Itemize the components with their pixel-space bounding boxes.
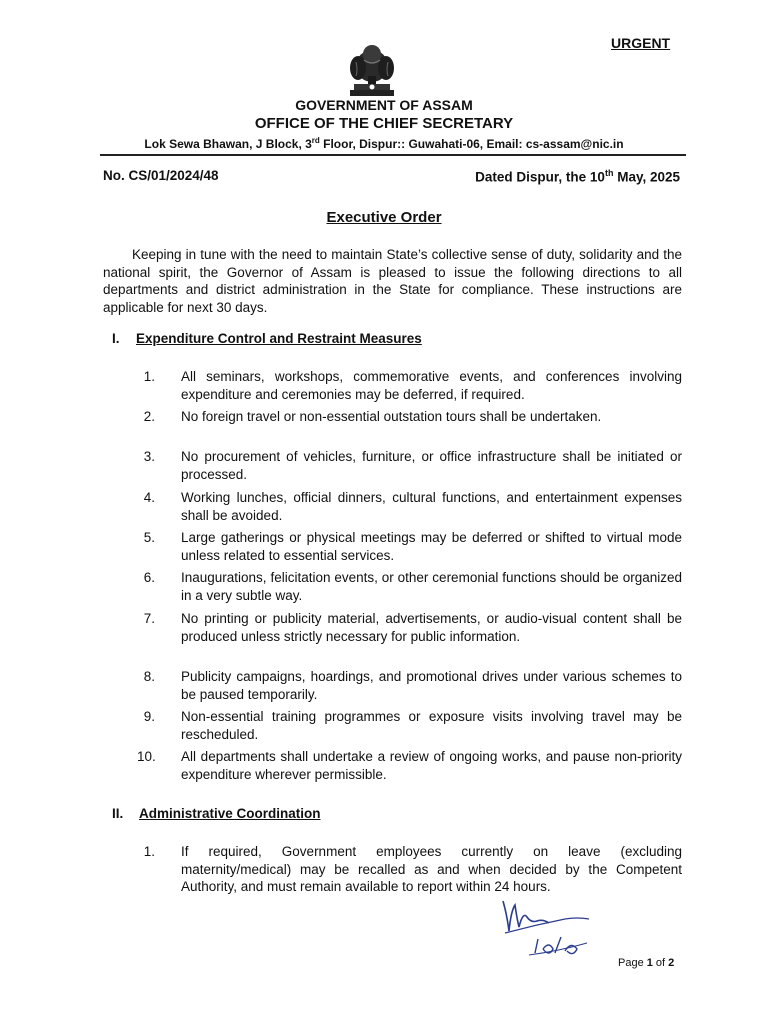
signature	[495, 893, 595, 963]
intro-paragraph: Keeping in tune with the need to maintain State’s collective sense of duty, solidarity and the national spirit, the Governor of Assam is pleased to issue the following directions to all departments and district administration in the State for compliance. These instructions are applicable for next 30 days.	[103, 247, 682, 315]
urgent-label: URGENT	[611, 35, 671, 51]
document-page: URGENT GOVERNMENT OF ASSAM OFFICE OF THE CHIEF SECRETARY Lok Sewa Bhawan, J Block, 3rd Floor, Dispur:: Guwahati-06, Email: cs-assam@nic.in No. CS/01/2024/48 Dated Dispur, the 10th May, 2025 Executive Order Keeping in tune with the need to maintain State’s collective sense of duty, solidarity and the national spirit, the Governor of Assam is pleased to issue the following directions to all departments and district administration in the State for compliance. These instructions are applicable for next 30 days. I. Expenditure Control and Restraint Measures 1. All seminars, workshops, commemorative events, and conferences involving expenditure and ceremonies may be deferred, if required. 2. No foreign travel or non-essential outstation tours shall be undertaken. 3. No procurement of vehicles, furniture, or office infrastructure shall be initiated or processed. 4. Working lunches, official dinners, cultural functions, and entertainment expenses shall be avoided. 5. Large gatherings or physical meetings may be deferred or shifted to virtual mode unless related to essential services. 6. Inaugurations, felicitation events, or other ceremonial functions should be organized in a very subtle way. 7. No printing or publicity material, advertisements, or audio-visual content shall be produced unless strictly necessary for public information. 8. Publicity campaigns, hoardings, and promotional drives under various schemes to be paused temporarily. 9. Non-essential training programmes or exposure visits involving travel may be rescheduled. 10. All departments shall undertake a review of ongoing works, and pause non-priority expenditure wherever permissible. II. Administrative Coordination 1. If required, Government employees currently on leave (excluding maternity/medical) may be recalled as and when decided by the Competent Authority, and must remain available to report within 24 hours. Page 1 of 2	[0, 0, 768, 1024]
office-address: Lok Sewa Bhawan, J Block, 3rd Floor, Dispur:: Guwahati-06, Email: cs-assam@nic.in	[144, 136, 624, 151]
office-name: OFFICE OF THE CHIEF SECRETARY	[254, 115, 514, 132]
page-number: Page 1 of 2	[618, 957, 675, 969]
section-title: Expenditure Control and Restraint Measures	[136, 331, 422, 346]
header-divider	[100, 154, 686, 156]
section-number: I.	[112, 331, 120, 346]
government-name: GOVERNMENT OF ASSAM	[295, 97, 473, 113]
section-number: II.	[112, 806, 124, 821]
national-emblem-icon	[344, 40, 400, 98]
reference-number: No. CS/01/2024/48	[103, 168, 219, 183]
document-title: Executive Order	[326, 209, 442, 226]
section-title: Administrative Coordination	[139, 806, 321, 821]
order-date: Dated Dispur, the 10th May, 2025	[475, 168, 680, 185]
